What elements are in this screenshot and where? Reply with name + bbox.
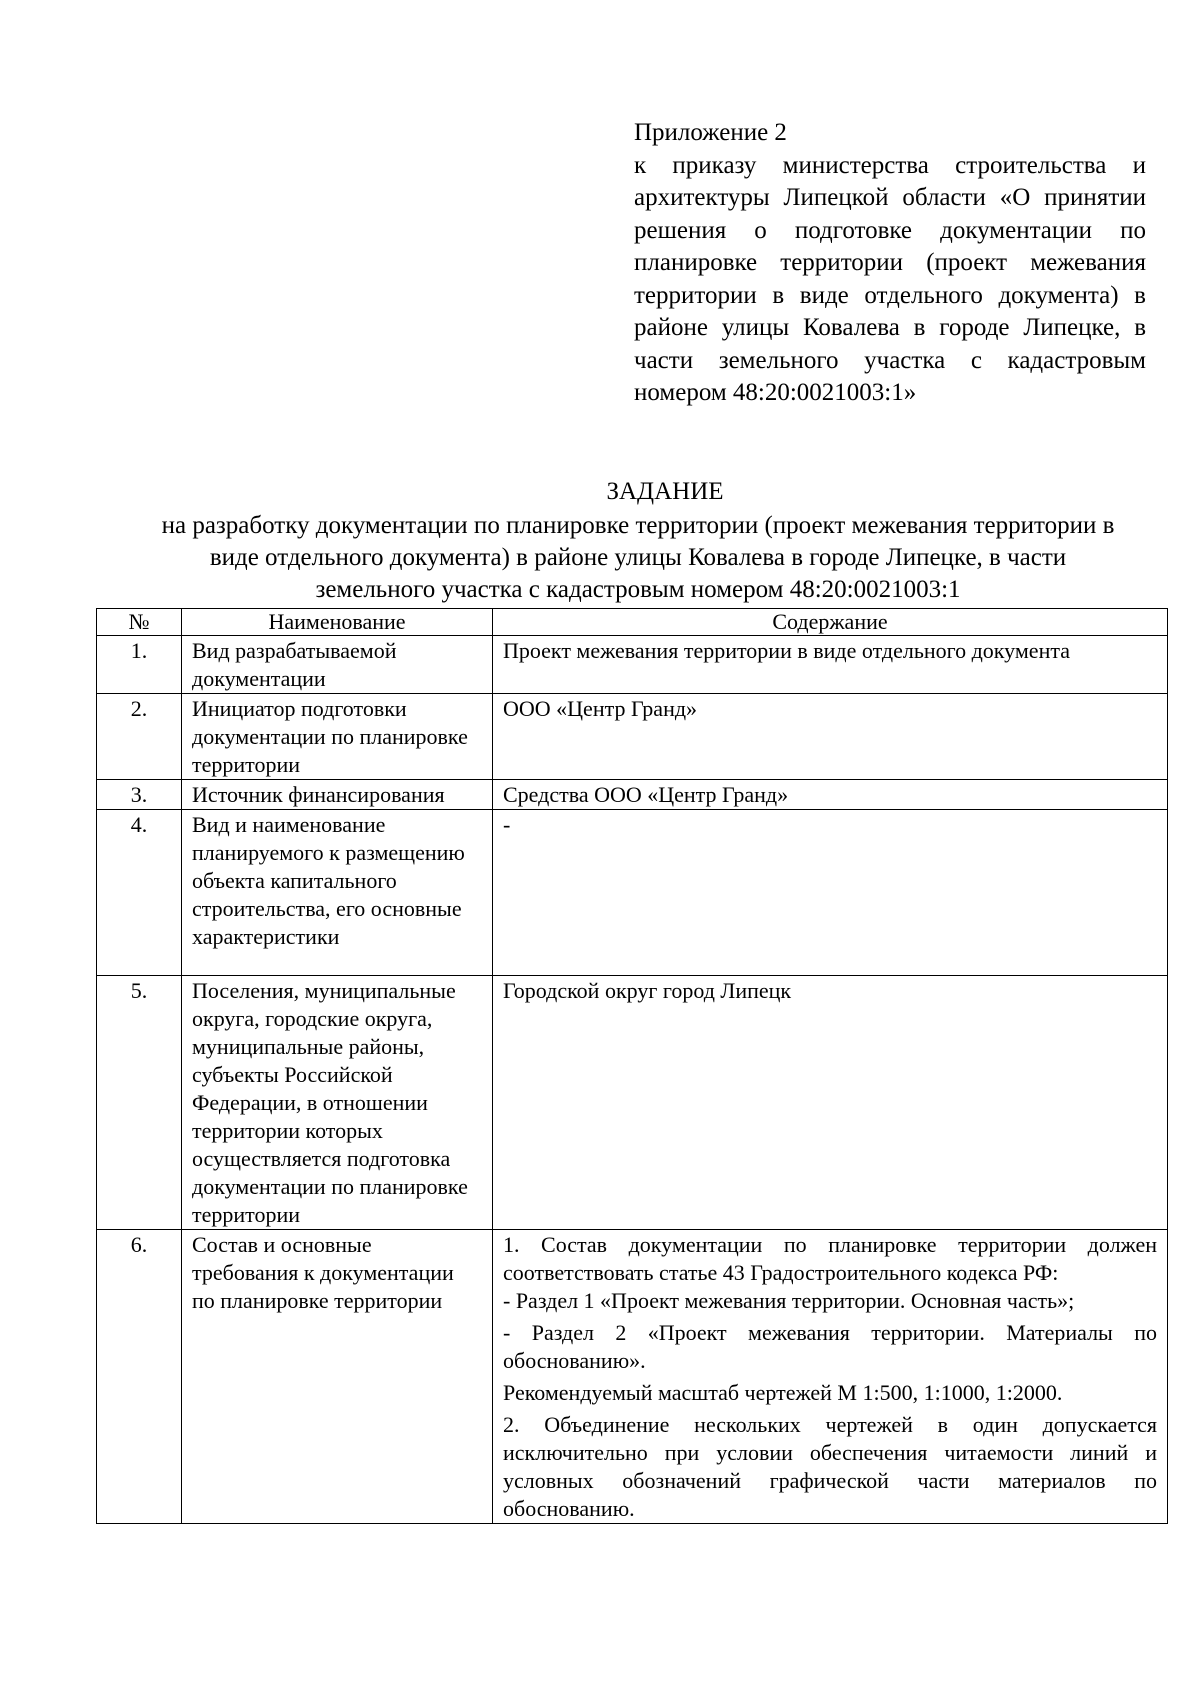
appendix-title: Приложение 2 [634,119,787,146]
row-content [493,1230,1168,1524]
table-row [97,1230,1168,1524]
row-name: Инициатор подготовки документации по планировке территории [182,694,493,780]
header-content: Содержание [493,609,1168,636]
row-num: 1. [97,636,182,694]
table-row [97,636,1168,694]
document-heading: ЗАДАНИЕ [606,478,724,505]
table-row [97,694,1168,780]
header-name: Наименование [182,609,493,636]
row-num: 6. [97,1230,182,1524]
row-content: Средства ООО «Центр Гранд» [493,780,1168,810]
table-row [97,810,1168,976]
row-name: Состав и основные требования к документации по планировке территории [182,1230,493,1524]
row-content: - [493,810,1168,976]
content-paragraph: - Раздел 1 «Проект межевания территории. Основная часть»; [503,1288,1075,1313]
row-num: 5. [97,976,182,1230]
content-paragraph: 1. Состав документации по планировке территории должен соответствовать статье 43 Градостроительного кодекса РФ: [503,1232,1157,1285]
row-num: 3. [97,780,182,810]
content-paragraph: - Раздел 2 «Проект межевания территории. Материалы по обоснованию». [503,1320,1157,1373]
row-num: 4. [97,810,182,976]
appendix-reference: к приказу министерства строительства и архитектуры Липецкой области «О принятии решения о подготовке документации по планировке территории (проект межевания территории в виде отдельного документа) в районе улицы Ковалева в городе Липецке, в части земельного участка с кадастровым номером 48:20:0021003:1» [634,151,1146,406]
content-paragraph: 2. Объединение нескольких чертежей в один допускается исключительно при условии обеспечения читаемости линий и условных обозначений графической части материалов по обоснованию. [503,1412,1157,1521]
row-content: Городской округ город Липецк [493,976,1168,1230]
row-name: Вид разрабатываемой документации [182,636,493,694]
row-num: 2. [97,694,182,780]
table-row [97,780,1168,810]
header-num: № [97,609,182,636]
table-row [97,976,1168,1230]
table-header-row [97,609,1168,636]
row-name: Поселения, муниципальные округа, городские округа, муниципальные районы, субъекты Российской Федерации, в отношении территории которых осуществляется подготовка документации по планировке территории [182,976,493,1230]
appendix-block [634,117,1146,410]
row-content: Проект межевания территории в виде отдельного документа [493,636,1168,694]
content-paragraph: Рекомендуемый масштаб чертежей М 1:500, 1:1000, 1:2000. [503,1380,1063,1405]
row-name: Вид и наименование планируемого к размещению объекта капитального строительства, его основные характеристики [182,810,493,976]
row-content: ООО «Центр Гранд» [493,694,1168,780]
document-subtitle: на разработку документации по планировке территории (проект межевания территории в виде отдельного документа) в районе улицы Ковалева в городе Липецке, в части земельного участка с кадастровым номером 48:20:0021003:1 [161,512,1115,603]
task-table [96,608,1168,1524]
row-name: Источник финансирования [182,780,493,810]
